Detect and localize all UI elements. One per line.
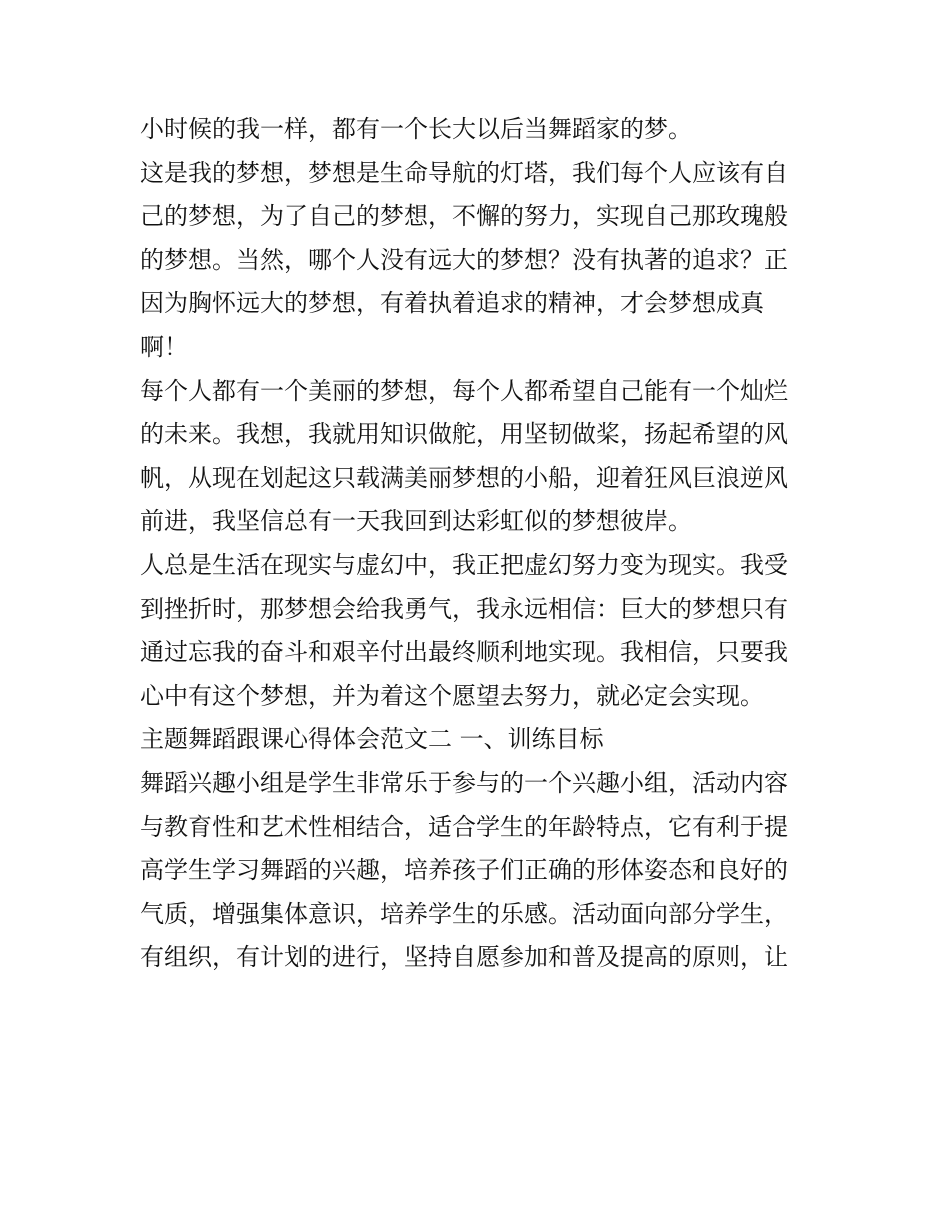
text-line: 啊！ — [140, 332, 188, 361]
text-line: 因为胸怀远大的梦想，有着执着追求的精神，才会梦想成真 — [140, 289, 764, 318]
section-heading: 主题舞蹈跟课心得体会范文二 一、训练目标 — [140, 725, 604, 754]
document-page — [140, 108, 820, 980]
text-line: 这是我的梦想，梦想是生命导航的灯塔，我们每个人应该有自 — [140, 158, 788, 187]
text-line: 有组织，有计划的进行，坚持自愿参加和普及提高的原则，让 — [140, 943, 788, 972]
text-line: 己的梦想，为了自己的梦想，不懈的努力，实现自己那玫瑰般 — [140, 202, 788, 231]
text-line: 帆，从现在划起这只载满美丽梦想的小船，迎着狂风巨浪逆风 — [140, 463, 788, 492]
text-line: 与教育性和艺术性相结合，适合学生的年龄特点，它有利于提 — [140, 812, 788, 841]
text-line: 的梦想。当然，哪个人没有远大的梦想？没有执著的追求？正 — [140, 245, 788, 274]
text-line: 小时候的我一样，都有一个长大以后当舞蹈家的梦。 — [140, 115, 692, 143]
text-line: 前进，我坚信总有一天我回到达彩虹似的梦想彼岸。 — [140, 507, 692, 536]
text-line: 心中有这个梦想，并为着这个愿望去努力，就必定会实现。 — [140, 681, 764, 710]
text-line: 舞蹈兴趣小组是学生非常乐于参与的一个兴趣小组，活动内容 — [140, 768, 788, 797]
text-line: 气质，增强集体意识，培养学生的乐感。活动面向部分学生， — [140, 899, 788, 928]
text-line: 人总是生活在现实与虚幻中，我正把虚幻努力变为现实。我受 — [140, 550, 788, 579]
text-line: 通过忘我的奋斗和艰辛付出最终顺利地实现。我相信，只要我 — [140, 638, 788, 667]
text-line: 的未来。我想，我就用知识做舵，用坚韧做桨，扬起希望的风 — [140, 420, 788, 449]
text-line: 每个人都有一个美丽的梦想，每个人都希望自己能有一个灿烂 — [140, 376, 788, 405]
text-line: 到挫折时，那梦想会给我勇气，我永远相信：巨大的梦想只有 — [140, 594, 788, 623]
text-line: 高学生学习舞蹈的兴趣，培养孩子们正确的形体姿态和良好的 — [140, 856, 788, 885]
